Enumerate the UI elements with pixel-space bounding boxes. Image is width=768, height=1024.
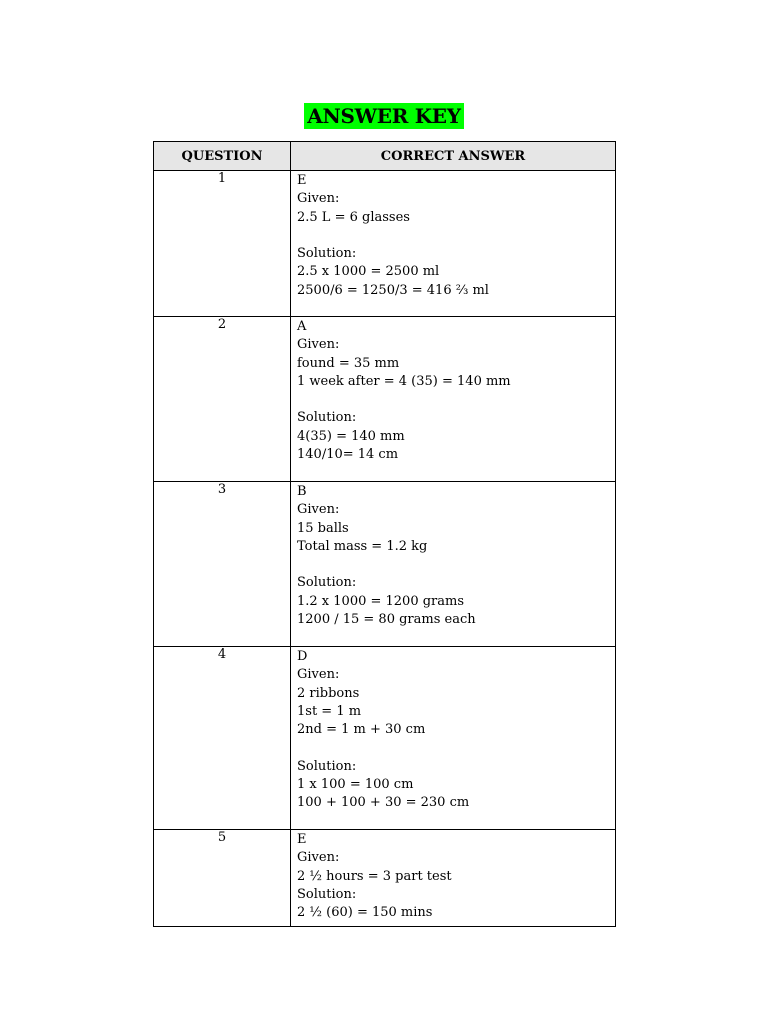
answer-cell — [291, 317, 616, 482]
answer-key-table — [153, 141, 616, 927]
answer-line: D — [297, 649, 308, 664]
answer-line — [297, 556, 609, 574]
answer-line: B — [297, 484, 307, 499]
answer-line: 1 week after = 4 (35) = 140 mm — [297, 373, 511, 389]
answer-line: 2500/6 = 1250/3 = 416 ⅔ ml — [297, 282, 489, 298]
answer-line: 1 x 100 = 100 cm — [297, 777, 414, 793]
answer-cell — [291, 171, 616, 317]
answer-line: Total mass = 1.2 kg — [297, 538, 428, 554]
question-number: 1 — [154, 171, 291, 317]
answer-line: Solution: — [297, 886, 357, 902]
answer-line: Solution: — [297, 246, 357, 262]
answer-line — [297, 227, 609, 245]
answer-line: 1200 / 15 = 80 grams each — [297, 612, 476, 628]
table-row — [154, 830, 616, 927]
question-number: 5 — [154, 830, 291, 927]
answer-line: Solution: — [297, 410, 357, 426]
answer-line: Solution: — [297, 575, 357, 591]
table-row — [154, 317, 616, 482]
answer-line: 15 balls — [297, 520, 349, 536]
answer-line: 2 ribbons — [297, 685, 360, 701]
answer-line: E — [297, 832, 307, 847]
table-row — [154, 482, 616, 647]
answer-line: Given: — [297, 850, 340, 866]
answer-line: 2.5 L = 6 glasses — [297, 209, 410, 225]
question-number: 3 — [154, 482, 291, 647]
table-row — [154, 647, 616, 830]
answer-line: A — [297, 319, 307, 334]
answer-line: Given: — [297, 191, 340, 207]
page-title: ANSWER KEY — [304, 103, 463, 129]
answer-line: Given: — [297, 337, 340, 353]
answer-line: Given: — [297, 502, 340, 518]
answer-column-header: CORRECT ANSWER — [291, 142, 616, 171]
answer-cell — [291, 830, 616, 927]
answer-line: 2 ½ hours = 3 part test — [297, 868, 452, 884]
question-column-header: QUESTION — [154, 142, 291, 171]
answer-line — [297, 391, 609, 409]
table-row — [154, 171, 616, 317]
table-header-row — [154, 142, 616, 171]
answer-line: Given: — [297, 667, 340, 683]
title-container — [0, 103, 768, 129]
answer-line: 2 ½ (60) = 150 mins — [297, 905, 433, 921]
answer-line: found = 35 mm — [297, 355, 400, 371]
answer-line: 2.5 x 1000 = 2500 ml — [297, 264, 440, 280]
answer-cell — [291, 482, 616, 647]
answer-cell — [291, 647, 616, 830]
answer-line: 1.2 x 1000 = 1200 grams — [297, 593, 465, 609]
answer-line: 2nd = 1 m + 30 cm — [297, 722, 426, 738]
answer-line: Solution: — [297, 758, 357, 774]
answer-line: 1st = 1 m — [297, 703, 362, 719]
answer-line: 140/10= 14 cm — [297, 447, 399, 463]
question-number: 4 — [154, 647, 291, 830]
answer-line — [297, 739, 609, 757]
answer-line: E — [297, 173, 307, 188]
question-number: 2 — [154, 317, 291, 482]
answer-line: 4(35) = 140 mm — [297, 428, 405, 444]
answer-line: 100 + 100 + 30 = 230 cm — [297, 795, 470, 811]
